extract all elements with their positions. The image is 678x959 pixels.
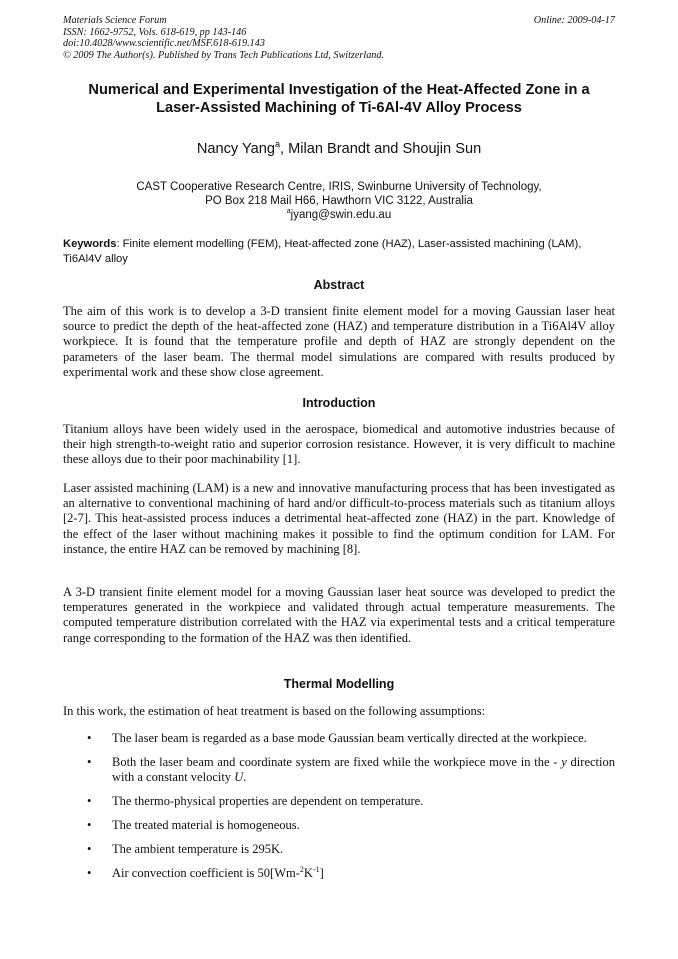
doi-line: doi:10.4028/www.scientific.net/MSF.618-619.143 bbox=[63, 38, 265, 49]
intro-paragraph-3: A 3-D transient finite element model for a moving Gaussian laser heat source was developed to predict the temperatures generated in the workpiece and validated through actual temperature measurements. The computed temperature distribution correlated with the HAZ via experimental tests and a critical temperature range corresponding to the formation of the HAZ was then identified. bbox=[63, 585, 615, 645]
other-authors: , Milan Brandt and Shoujin Sun bbox=[279, 141, 482, 157]
author-1-affil-mark: a bbox=[274, 139, 280, 149]
author-1: Nancy Yang bbox=[196, 141, 275, 157]
bullet-icon: • bbox=[87, 731, 92, 745]
thermal-modelling-heading: Thermal Modelling bbox=[283, 677, 395, 691]
list-item: • The laser beam is regarded as a base mode Gaussian beam vertically directed at the workpiece. bbox=[87, 731, 587, 745]
paper-title bbox=[40, 81, 638, 117]
abstract-heading: Abstract bbox=[313, 278, 365, 292]
bullet-icon: • bbox=[87, 754, 92, 769]
abstract-text: The aim of this work is to develop a 3-D transient finite element model for a moving Gaussian laser heat source to predict the depth of the heat-affected zone (HAZ) and temperature distribution in a Ti6Al4V alloy workpiece. It is found that the temperature profile and depth of HAZ are strongly dependent on the parameters of the laser beam. The thermal model simulations are compared with results produced by experimental work and these show close agreement. bbox=[63, 304, 615, 379]
intro-paragraph-1: Titanium alloys have been widely used in the aerospace, biomedical and automotive industries because of their high strength-to-weight ratio and superior corrosion resistance. However, it is very difficult to machine these alloys due to their poor machinability [1]. bbox=[63, 422, 615, 467]
keywords bbox=[63, 237, 615, 267]
list-item: • The ambient temperature is 295K. bbox=[87, 841, 284, 856]
thermal-intro: In this work, the estimation of heat treatment is based on the following assumptions: bbox=[63, 704, 486, 718]
list-item: • The treated material is homogeneous. bbox=[87, 817, 300, 832]
list-item: • Both the laser beam and coordinate system are fixed while the workpiece move in the - y direction with a constant velocity U. bbox=[87, 754, 615, 785]
assumptions-list bbox=[63, 731, 615, 890]
publication-meta bbox=[63, 15, 615, 61]
author-email bbox=[40, 208, 638, 222]
copyright-line: © 2009 The Author(s). Published by Trans Tech Publications Ltd, Switzerland. bbox=[63, 49, 385, 61]
bullet-icon: • bbox=[87, 817, 92, 832]
affiliation-line-1: CAST Cooperative Research Centre, IRIS, Swinburne University of Technology, bbox=[136, 181, 542, 193]
title-line-2: Laser-Assisted Machining of Ti-6Al-4V Alloy Process bbox=[156, 100, 522, 116]
keywords-label: Keywords bbox=[63, 238, 117, 250]
affiliation-line-2: PO Box 218 Mail H66, Hawthorn VIC 3122, Australia bbox=[205, 195, 473, 207]
title-line-1: Numerical and Experimental Investigation of the Heat-Affected Zone in a bbox=[88, 82, 590, 98]
email-address: jyang@swin.edu.au bbox=[290, 209, 392, 221]
author-list bbox=[40, 140, 638, 158]
keywords-text: : Finite element modelling (FEM), Heat-affected zone (HAZ), Laser-assisted machining (LAM), Ti6Al4V alloy bbox=[63, 238, 582, 265]
bullet-icon: • bbox=[87, 841, 92, 856]
journal-name: Materials Science Forum bbox=[63, 15, 167, 26]
online-date: Online: 2009-04-17 bbox=[533, 15, 615, 26]
list-item: • The thermo-physical properties are dependent on temperature. bbox=[87, 793, 424, 808]
affiliation bbox=[40, 180, 638, 222]
intro-paragraph-2: Laser assisted machining (LAM) is a new and innovative manufacturing process that has been investigated as an alternative to conventional machining of hard and/or difficult-to-process materials such as titanium alloys [2-7]. This heat-assisted process induces a detrimental heat-affected zone (HAZ) in the part. Knowledge of the effect of the laser without machining makes it possible to find the optimum condition for LAM. For instance, the entire HAZ can be removed by machining [8]. bbox=[63, 481, 615, 556]
bullet-icon: • bbox=[87, 865, 92, 880]
email-affil-mark: a bbox=[286, 208, 291, 215]
introduction-heading: Introduction bbox=[302, 396, 376, 410]
issn-line: ISSN: 1662-9752, Vols. 618-619, pp 143-146 bbox=[63, 26, 247, 38]
bullet-icon: • bbox=[87, 793, 92, 808]
list-item: • Air convection coefficient is $50[Wm-^2K^{-1}]$ bbox=[87, 864, 324, 880]
